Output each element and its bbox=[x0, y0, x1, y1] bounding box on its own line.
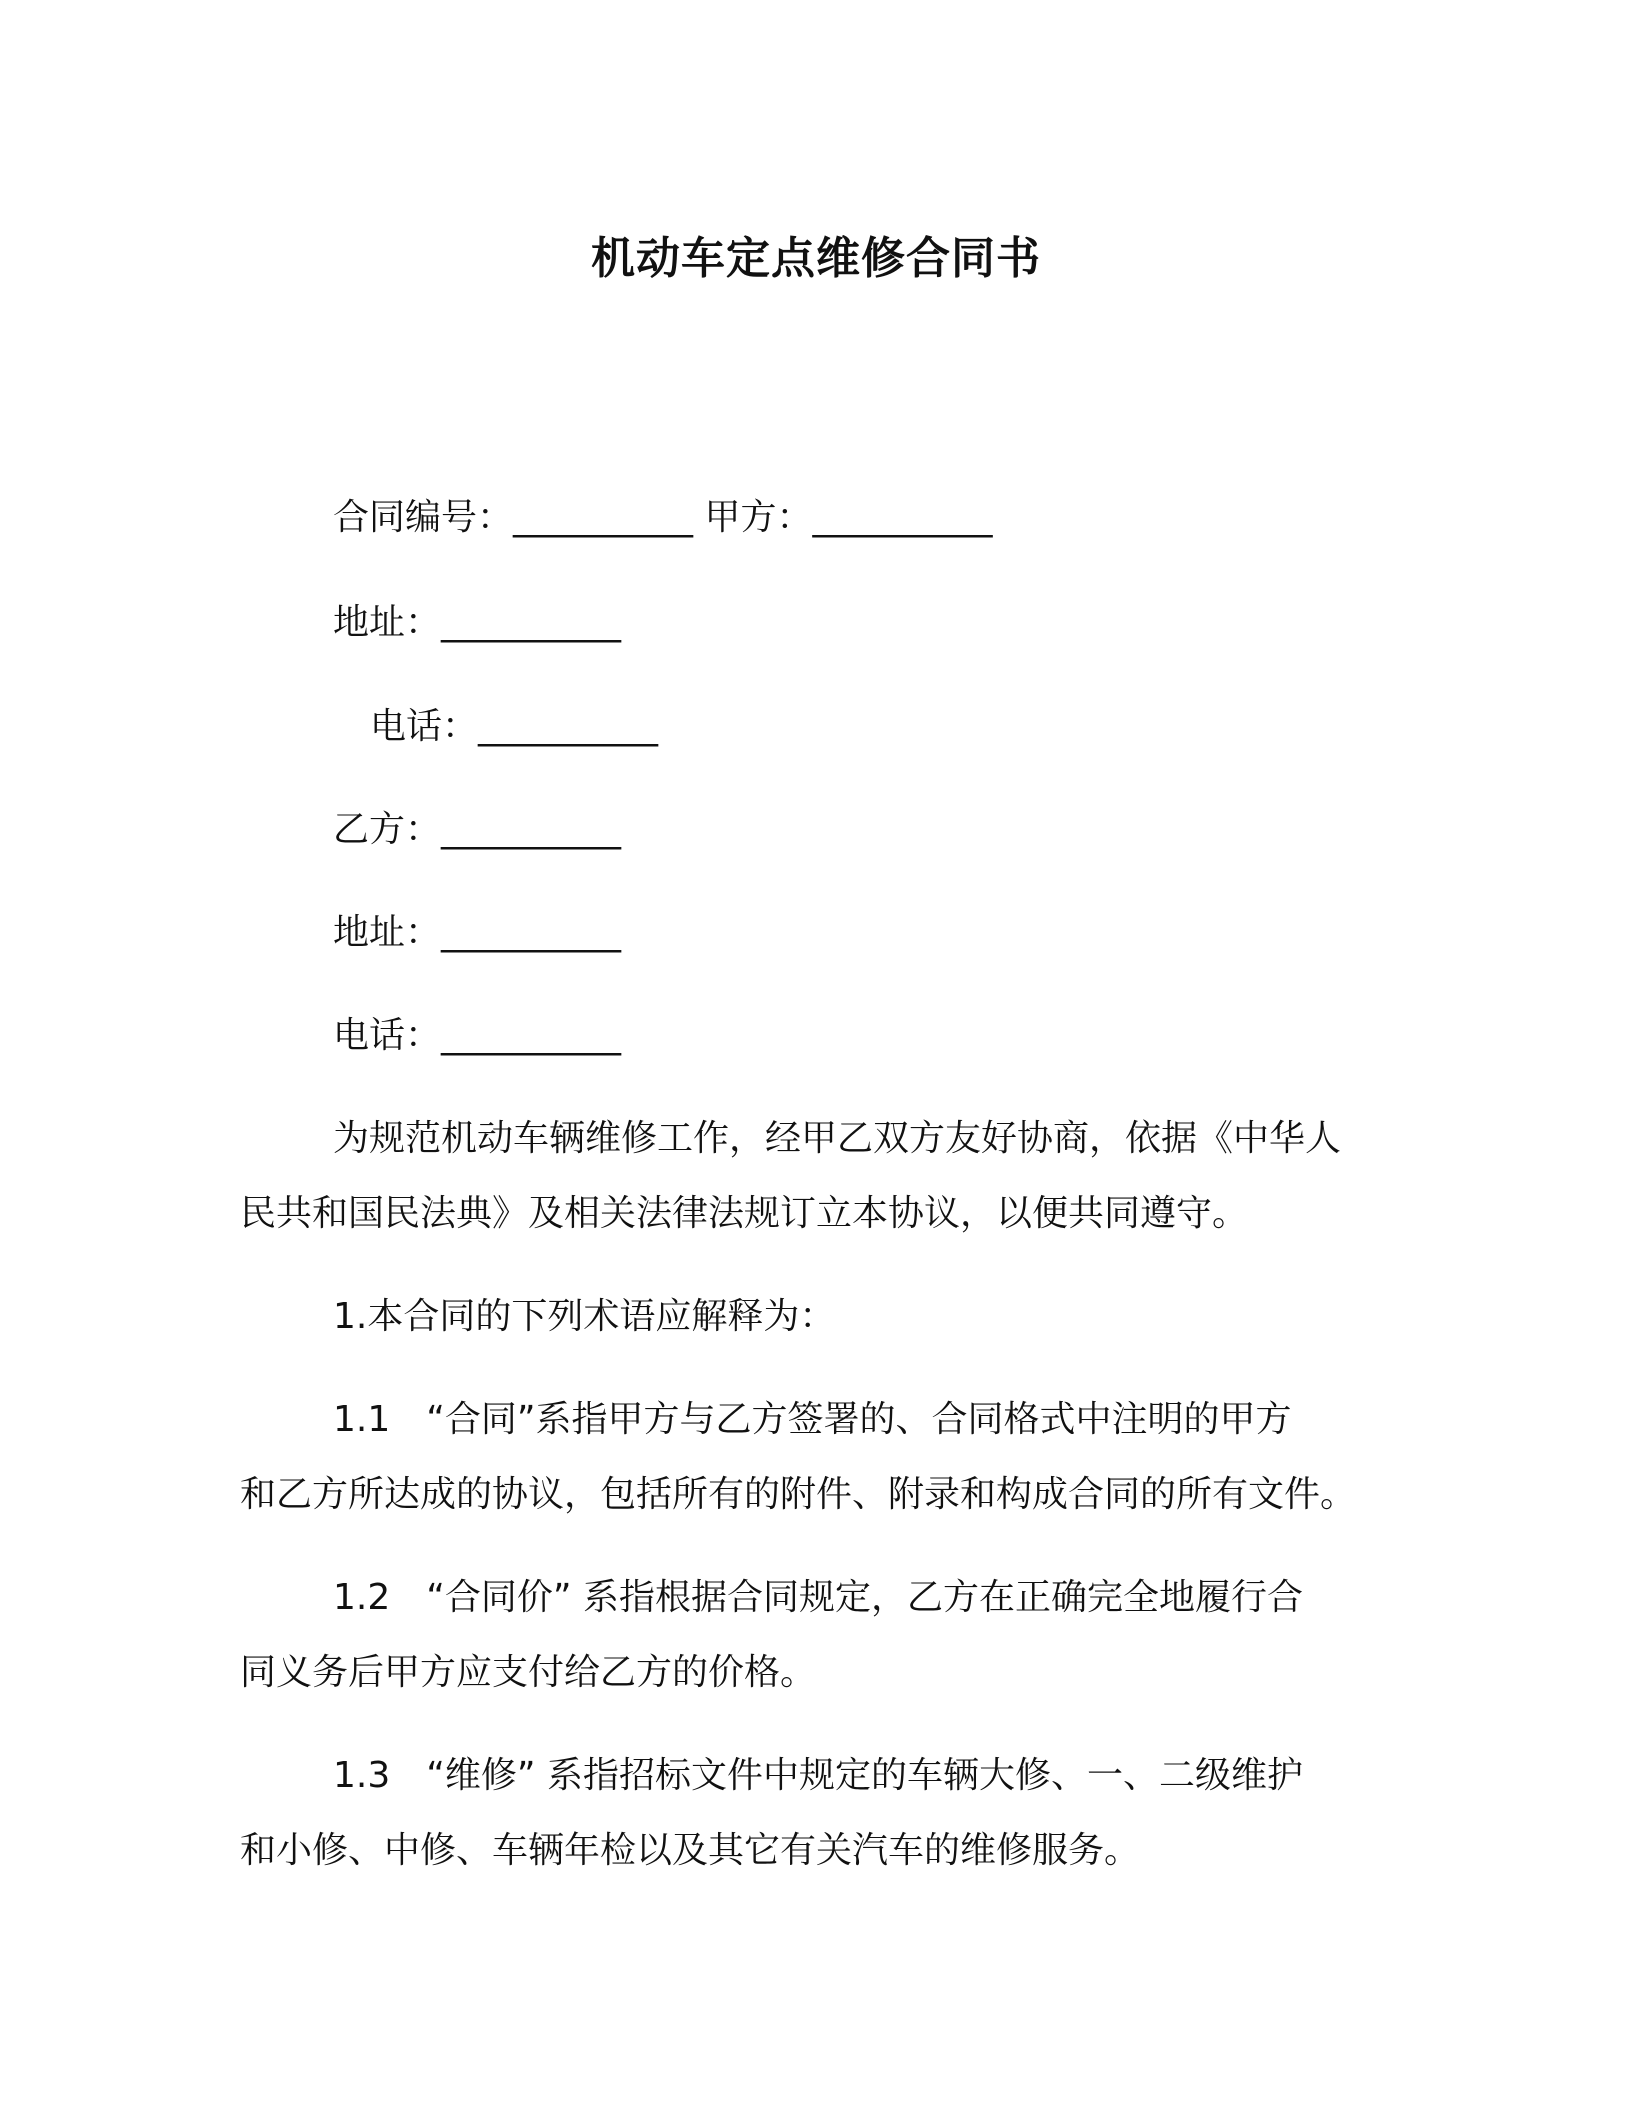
party-b-address-field: 地址：__________ bbox=[333, 912, 622, 953]
intro-line-1: 为规范机动车辆维修工作，经甲乙双方友好协商，依据《中华人 bbox=[333, 1118, 1342, 1159]
section-1-heading: 1.本合同的下列术语应解释为： bbox=[333, 1296, 836, 1337]
intro-line-2: 民共和国民法典》及相关法律法规订立本协议，以便共同遵守。 bbox=[240, 1193, 1249, 1234]
clause-1-3-line-2: 和小修、中修、车辆年检以及其它有关汽车的维修服务。 bbox=[240, 1830, 1141, 1871]
clause-1-1-line-2: 和乙方所达成的协议，包括所有的附件、附录和构成合同的所有文件。 bbox=[240, 1474, 1357, 1515]
document-title: 机动车定点维修合同书 bbox=[591, 233, 1041, 284]
party-a-phone-field: 电话：__________ bbox=[370, 706, 659, 747]
clause-1-2-line-2: 同义务后甲方应支付给乙方的价格。 bbox=[240, 1652, 817, 1693]
clause-1-2-line-1: 1.2 “合同价” 系指根据合同规定，乙方在正确完全地履行合 bbox=[333, 1577, 1303, 1618]
party-a-address-field: 地址：__________ bbox=[333, 602, 622, 643]
clause-1-1-line-1: 1.1 “合同”系指甲方与乙方签署的、合同格式中注明的甲方 bbox=[333, 1399, 1292, 1440]
clause-1-3-line-1: 1.3 “维修” 系指招标文件中规定的车辆大修、一、二级维护 bbox=[333, 1755, 1303, 1796]
party-b-phone-field: 电话：__________ bbox=[333, 1015, 622, 1056]
party-b-field: 乙方：__________ bbox=[333, 809, 622, 850]
contract-number-party-a-field: 合同编号：__________ 甲方：__________ bbox=[333, 497, 993, 538]
